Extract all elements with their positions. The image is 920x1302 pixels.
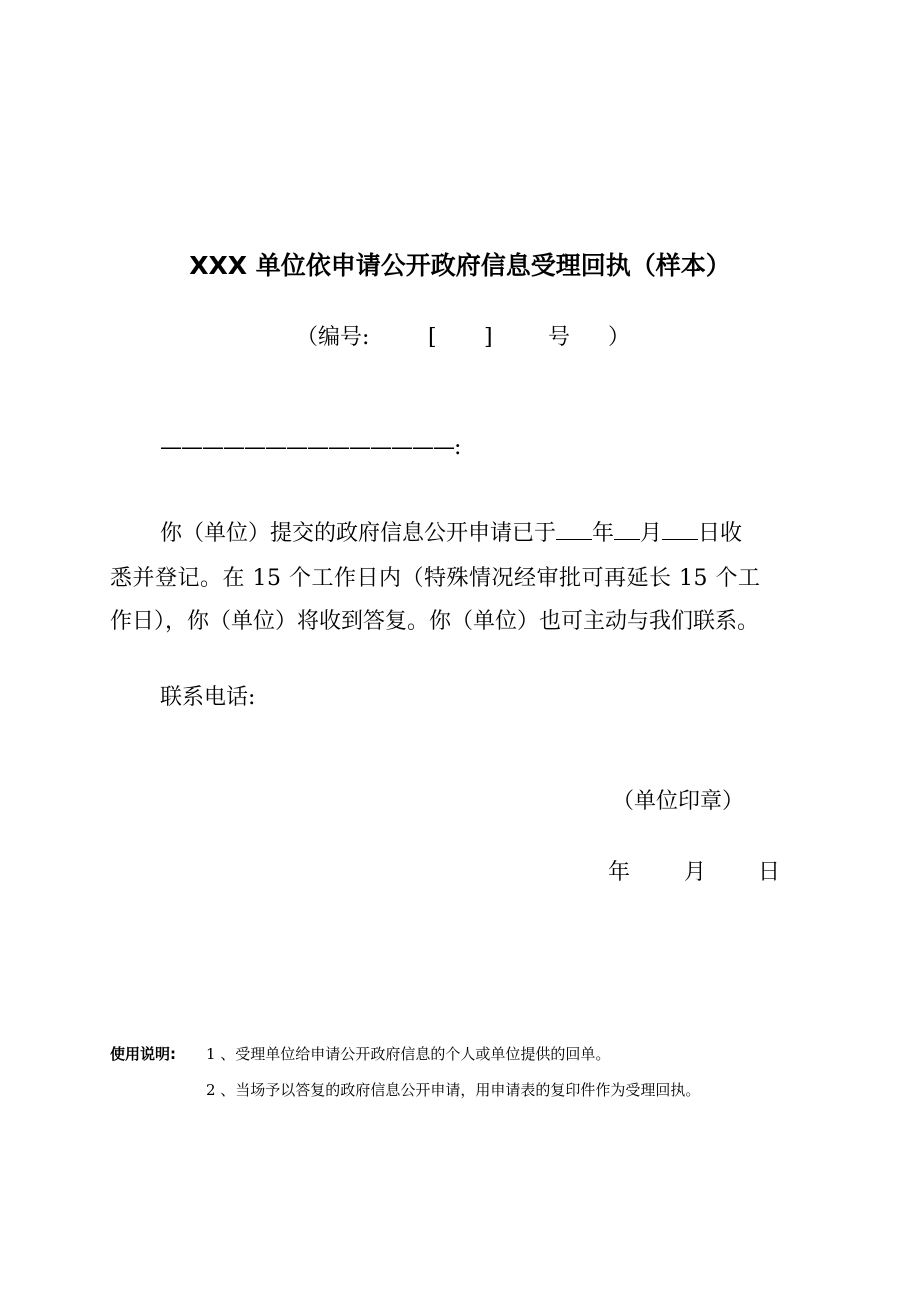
number-open: （编号:	[296, 325, 370, 350]
seal-placeholder: （单位印章）	[612, 789, 745, 814]
notes-label: 使用说明:	[110, 1045, 176, 1063]
addressee-line: ——————————————:	[160, 435, 461, 460]
number-bracket-open: [	[428, 325, 437, 350]
document-title: XXX 单位依申请公开政府信息受理回执（样本）	[189, 251, 731, 280]
note-item-1: 1 、受理单位给申请公开政府信息的个人或单位提供的回单。	[206, 1045, 611, 1063]
date-blank-year	[556, 517, 592, 540]
date-month: 月	[684, 860, 707, 885]
number-bracket-close: ]	[484, 325, 493, 350]
date-blank-month	[614, 517, 640, 540]
note-item-2: 2 、当场予以答复的政府信息公开申请，用申请表的复印件作为受理回执。	[206, 1081, 701, 1099]
number-close: ）	[608, 325, 631, 350]
body-line-3: 作日），你（单位）将收到答复。你（单位）也可主动与我们联系。	[110, 609, 760, 634]
body-line-1	[160, 516, 742, 552]
body-year: 年	[592, 521, 615, 546]
date-day: 日	[758, 860, 781, 885]
body-line-1-text: 你（单位）提交的政府信息公开申请已于	[160, 521, 557, 546]
number-hao: 号	[548, 325, 571, 350]
date-blank-day	[662, 517, 698, 540]
date-year: 年	[608, 860, 631, 885]
body-line-2: 悉并登记。在 15 个工作日内（特殊情况经审批可再延长 15 个工	[110, 566, 761, 591]
phone-label: 联系电话:	[160, 685, 256, 710]
body-month: 月	[640, 521, 663, 546]
body-line-1-end: 日收	[698, 521, 743, 546]
